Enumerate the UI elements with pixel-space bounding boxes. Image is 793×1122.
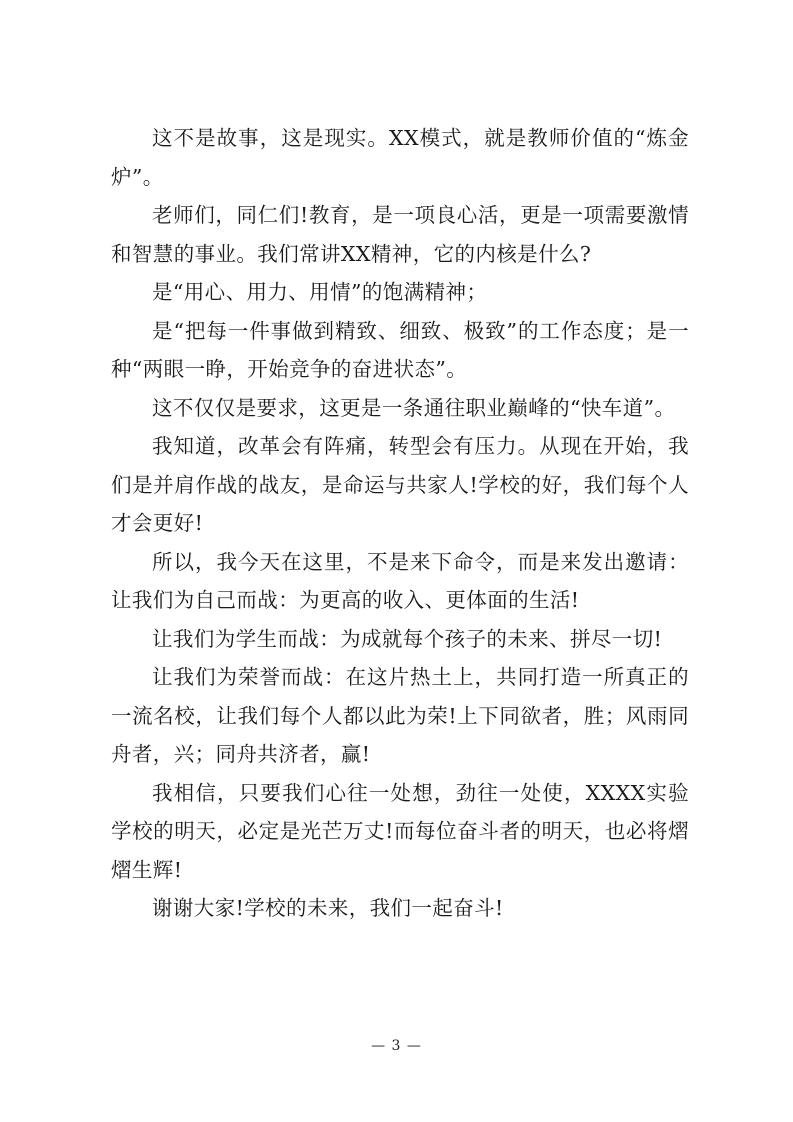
document-body — [111, 119, 689, 928]
paragraph: 让我们为学生而战：为成就每个孩子的未来、拼尽一切! — [152, 626, 663, 651]
paragraph: 是“用心、用力、用情”的饱满精神； — [152, 280, 488, 304]
paragraph: 所以，我今天在这里，不是来下命令，而是来发出邀请：让我们为自己而战：为更高的收入、更体面的生活! — [111, 549, 689, 612]
paragraph: 这不是故事，这是现实。XX模式，就是教师价值的“炼金炉”。 — [111, 126, 689, 189]
paragraph: 我相信，只要我们心往一处想，劲往一处使，XXXX实验学校的明天，必定是光芒万丈!而每位奋斗者的明天，也必将熠熠生辉! — [111, 780, 689, 882]
paragraph: 是“把每一件事做到精致、细致、极致”的工作态度；是一种“两眼一睁，开始竞争的奋进状态”。 — [111, 318, 689, 381]
paragraph: 让我们为荣誉而战：在这片热土上，共同打造一所真正的一流名校，让我们每个人都以此为荣!上下同欲者，胜；风雨同舟者，兴；同舟共济者，赢! — [111, 665, 689, 766]
paragraph: 谢谢大家!学校的未来，我们一起奋斗! — [152, 896, 504, 920]
paragraph: 老师们，同仁们!教育，是一项良心活，更是一项需要激情和智慧的事业。我们常讲XX精神，它的内核是什么? — [111, 203, 689, 266]
paragraph: 这不仅仅是要求，这更是一条通往职业巅峰的“快车道”。 — [152, 395, 676, 420]
page-number: — 3 — — [371, 1038, 422, 1054]
paragraph: 我知道，改革会有阵痛，转型会有压力。从现在开始，我们是并肩作战的战友，是命运与共家人!学校的好，我们每个人才会更好! — [111, 434, 689, 535]
